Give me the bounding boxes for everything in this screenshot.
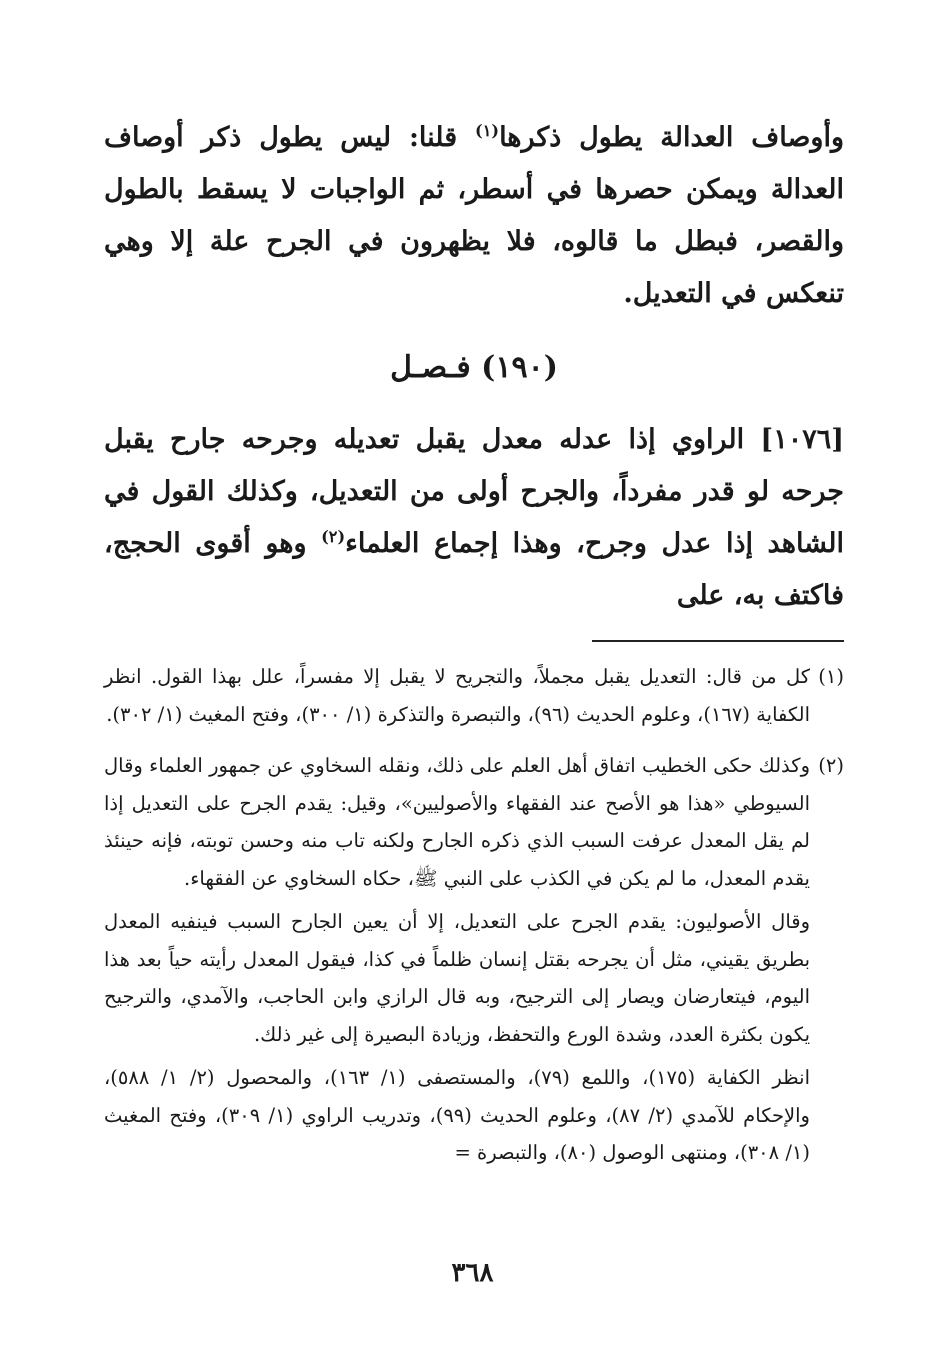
paragraph-2-text-b: وهو أقوى الحجج، فاكتف به، على	[104, 528, 844, 611]
footnote-ref-1: (١)	[475, 121, 500, 140]
footnote-divider	[592, 640, 844, 642]
book-page	[104, 112, 844, 1186]
main-paragraph-1	[104, 112, 844, 320]
footnote-body	[104, 658, 810, 739]
footnote-number: (١)	[818, 665, 844, 688]
footnote-number: (٢)	[818, 754, 844, 777]
main-paragraph-2	[104, 414, 844, 622]
section-heading: (١٩٠) فـصـل	[390, 350, 558, 385]
paragraph-1-text-a: وأوصاف العدالة يطول ذكرها	[499, 122, 844, 153]
footnote-paragraph: كل من قال: التعديل يقبل مجملاً، والتجريح لا يقبل إلا مفسراً، علل بهذا القول. انظر الكفاية (١٦٧)، وعلوم الحديث (٩٦)، والتبصرة والتذكرة (١/ ٣٠٠)، وفتح المغيث (١/ ٣٠٢).	[104, 665, 810, 726]
footnote-paragraph: وقال الأصوليون: يقدم الجرح على التعديل، إلا أن يعين الجارح السبب فينفيه المعدل بطريق يقيني، مثل أن يجرحه بقتل إنسان ظلماً في كذا، فيقول المعدل رأيته حياً بعد هذا اليوم، فيتعارضان ويصار إلى الترجيح، وبه قال الرازي وابن الحاجب، والآمدي، والترجيح يكون بكثرة العدد، وشدة الورع والتحفظ، وزيادة البصيرة إلى غير ذلك.	[104, 910, 810, 1046]
footnote-1	[104, 658, 844, 739]
footnote-2	[104, 747, 844, 1178]
footnote-ref-2: (٢)	[321, 527, 346, 546]
paragraph-2-text-a: [١٠٧٦] الراوي إذا عدله معدل يقبل تعديله وجرحه جارح يقبل جرحه لو قدر مفرداً، والجرح أولى من التعديل، وكذلك القول في الشاهد إذا عدل وجرح، وهذا إجماع العلماء	[104, 424, 844, 559]
paragraph-1-text-b: قلنا: ليس يطول ذكر أوصاف العدالة ويمكن حصرها في أسطر، ثم الواجبات لا يسقط بالطول والقصر، فبطل ما قالوه، فلا يظهرون في الجرح علة إلا وهي تنعكس في التعديل.	[104, 122, 844, 309]
footnote-paragraph: وكذلك حكى الخطيب اتفاق أهل العلم على ذلك، ونقله السخاوي عن جمهور العلماء وقال السيوطي «هذا هو الأصح عند الفقهاء والأصوليين»، وقيل: يقدم الجرح على التعديل إذا لم يقل المعدل عرفت السبب الذي ذكره الجارح ولكنه تاب منه وحسن توبته، فإنه حينئذ يقدم المعدل، ما لم يكن في الكذب على النبي ﷺ، حكاه السخاوي عن الفقهاء.	[104, 754, 810, 890]
footnote-body	[104, 747, 810, 1178]
main-text	[104, 112, 844, 622]
footnotes	[104, 658, 844, 1178]
page-number: ٣٦٨	[451, 1258, 494, 1288]
footnote-paragraph: انظر الكفاية (١٧٥)، واللمع (٧٩)، والمستصفى (١/ ١٦٣)، والمحصول (٢/ ١/ ٥٨٨)، والإحكام للآمدي (٢/ ٨٧)، وعلوم الحديث (٩٩)، وتدريب الراوي (١/ ٣٠٩)، وفتح المغيث (١/ ٣٠٨)، ومنتهى الوصول (٨٠)، والتبصرة =	[104, 1066, 810, 1164]
